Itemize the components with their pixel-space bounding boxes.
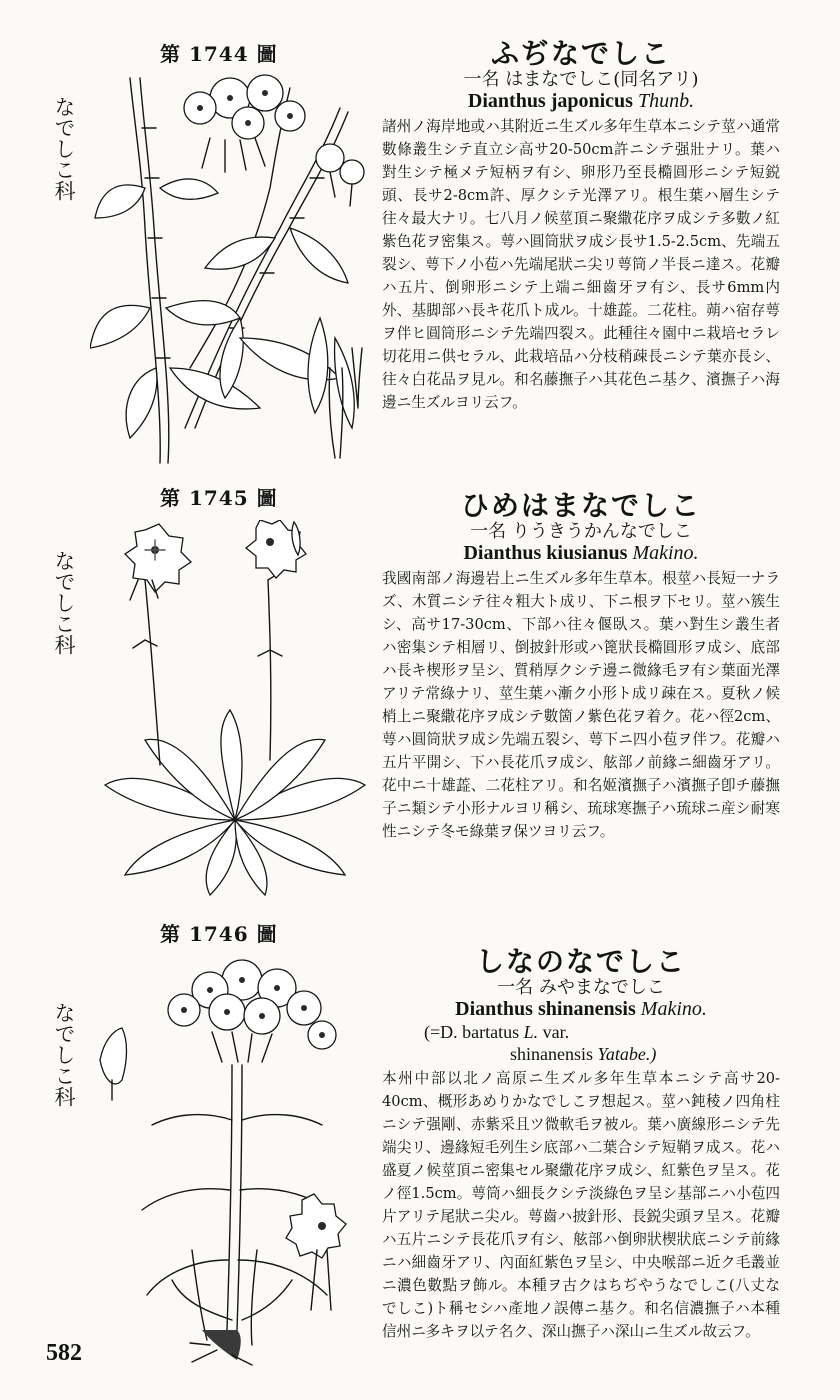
scientific-binomial: Dianthus japonicus xyxy=(467,90,633,112)
alternate-name: 一名 りうきうかんなでしこ xyxy=(470,521,692,542)
scientific-author: Makino. xyxy=(632,542,699,564)
figure-number: 第 1746 圖 xyxy=(160,922,278,946)
illustration-dianthus-kiusianus xyxy=(100,520,370,900)
scientific-author: Makino. xyxy=(640,998,707,1020)
synonym-line-1 xyxy=(382,1021,780,1043)
scientific-name xyxy=(382,542,780,565)
family-label: なでしこ科 xyxy=(52,1002,76,1107)
figure-number: 第 1745 圖 xyxy=(160,486,278,510)
entry-1744 xyxy=(0,0,840,470)
entry-1746 xyxy=(0,918,840,1400)
scientific-name xyxy=(382,998,780,1021)
scientific-author: Thunb. xyxy=(637,90,695,112)
synonym-author-2: Yatabe.) xyxy=(597,1044,657,1064)
japanese-name: ひめはまなでしこ xyxy=(460,489,701,522)
scientific-binomial: Dianthus kiusianus xyxy=(463,542,628,564)
alternate-name: 一名 みやまなでしこ xyxy=(497,977,665,998)
entry-1745 xyxy=(0,470,840,920)
illustration-dianthus-japonicus xyxy=(90,68,370,468)
synonym-var: var. xyxy=(542,1022,570,1042)
synonym-epithet: shinanensis xyxy=(510,1044,593,1064)
scientific-name xyxy=(382,90,780,113)
description: 我國南部ノ海邊岩上ニ生ズル多年生草本。根莖ハ長短一ナラズ、木質ニシテ往々粗大ト成リ、下ニ根ヲ下セリ。莖ハ簇生シ、高サ17-30cm、下部ハ往々偃臥ス。葉ハ對生シ叢生者ハ密集シテ相層リ、倒披針形或ハ篦狀長橢圓形ヲ成シ、底部ハ長キ楔形ヲ呈シ、質稍厚クシテ邊ニ微緣毛ヲ有シ葉面光澤アリテ常綠ナリ、莖生葉ハ漸ク小形ト成リ疎在ス。夏秋ノ候梢上ニ聚繖花序ヲ成シテ數箇ノ紫色花ヲ着ク。花ハ徑2cm、萼ハ圓筒狀ヲ成シ先端五裂シ、萼下ニ四小苞ヲ伴フ。花瓣ハ五片平開シ、下ハ長花爪ヲ成シ、舷部ノ前緣ニ細齒牙アリ。花中ニ十雄蕋、二花柱アリ。和名姬濱撫子ハ濱撫子卽チ藤撫子ニ類シテ小形ナルヨリ稱シ、琉球寒撫子ハ琉球ニ産シ耐寒性ニシテ冬モ綠葉ヲ保ツヨリ云フ。 xyxy=(382,570,780,840)
description: 諸州ノ海岸地或ハ其附近ニ生ズル多年生草本ニシテ莖ハ通常數條叢生シテ直立シ高サ20-50cm許ニシテ强壯ナリ。葉ハ對生シテ極メテ短柄ヲ有シ、卵形乃至長橢圓形ニシテ短鋭頭、長サ2-8cm許、厚クシテ光澤アリ。根生葉ハ層生シテ往々最大ナリ。七八月ノ候莖頂ニ聚繖花序ヲ成シテ多數ノ紅紫色花ヲ密集ス。萼ハ圓筒狀ヲ成シ長サ1.5-2.5cm、先端五裂シ、萼下ノ小苞ハ先端尾狀ニ尖リ萼筒ノ半長ニ達ス。花瓣ハ五片、倒卵形ニシテ上端ニ細齒牙ヲ有シ、長サ6mm内外、基脚部ハ長キ花爪ト成ル。十雄蕋。二花柱。蒴ハ宿存萼ヲ伴ヒ圓筒形ニシテ先端四裂ス。此種往々園中ニ栽培セラレ切花用ニ供セラル、此栽培品ハ分枝稍疎長ニシテ葉亦長シ、往々白花品ヲ見ル。和名藤撫子ハ其花色ニ基ク、濱撫子ハ海邊ニ生ズルヨリ云フ。 xyxy=(382,118,780,411)
japanese-name: しなのなでしこ xyxy=(475,945,686,978)
japanese-name: ふぢなでしこ xyxy=(490,37,671,70)
family-label: なでしこ科 xyxy=(52,96,76,201)
entry-text xyxy=(382,946,780,1343)
family-label: なでしこ科 xyxy=(52,550,76,655)
synonym-author: L. xyxy=(523,1022,539,1042)
synonym-line-2 xyxy=(382,1043,780,1065)
entry-text xyxy=(382,490,780,843)
entry-text xyxy=(382,38,780,414)
scientific-binomial: Dianthus shinanensis xyxy=(455,998,636,1020)
page-number: 582 xyxy=(46,1340,82,1366)
description: 本州中部以北ノ高原ニ生ズル多年生草本ニシテ高サ20-40cm、概形あめりかなでしこヲ想起ス。莖ハ鈍稜ノ四角柱ニシテ强剛、赤紫采且ツ微軟毛ヲ被ル。葉ハ廣線形ニシテ先端尖リ、邊緣短毛列生シ底部ハ二葉合シテ短鞘ヲ成ス。花ハ盛夏ノ候莖頂ニ密集セル聚繖花序ヲ成シ、紅紫色ヲ呈ス。花ノ徑1.5cm。萼筒ハ細長クシテ淡綠色ヲ呈シ基部ニハ小苞四片アリテ尾狀ニ尖ル。萼齒ハ披針形、長鋭尖頭ヲ呈ス。花瓣ハ五片ニシテ長花爪ヲ有シ、舷部ハ倒卵狀楔狀底ニシテ前緣ニハ細齒牙アリ、內面紅紫色ヲ呈シ、中央喉部ニ近ク毛叢並ニ濃色數點ヲ飾ル。本種ヲ古クはちぢやうなでしこ(八丈なでしこ)ト稱セシハ產地ノ誤傳ニ基ク。和名信濃撫子ハ本種信州ニ多キヲ以テ名ク、深山撫子ハ深山ニ生ズル故云フ。 xyxy=(382,1070,780,1340)
figure-number: 第 1744 圖 xyxy=(160,42,278,66)
illustration-dianthus-shinanensis xyxy=(92,950,372,1368)
alternate-name: 一名 はまなでしこ(同名アリ) xyxy=(463,69,699,90)
synonym-name: (=D. bartatus xyxy=(424,1022,520,1042)
